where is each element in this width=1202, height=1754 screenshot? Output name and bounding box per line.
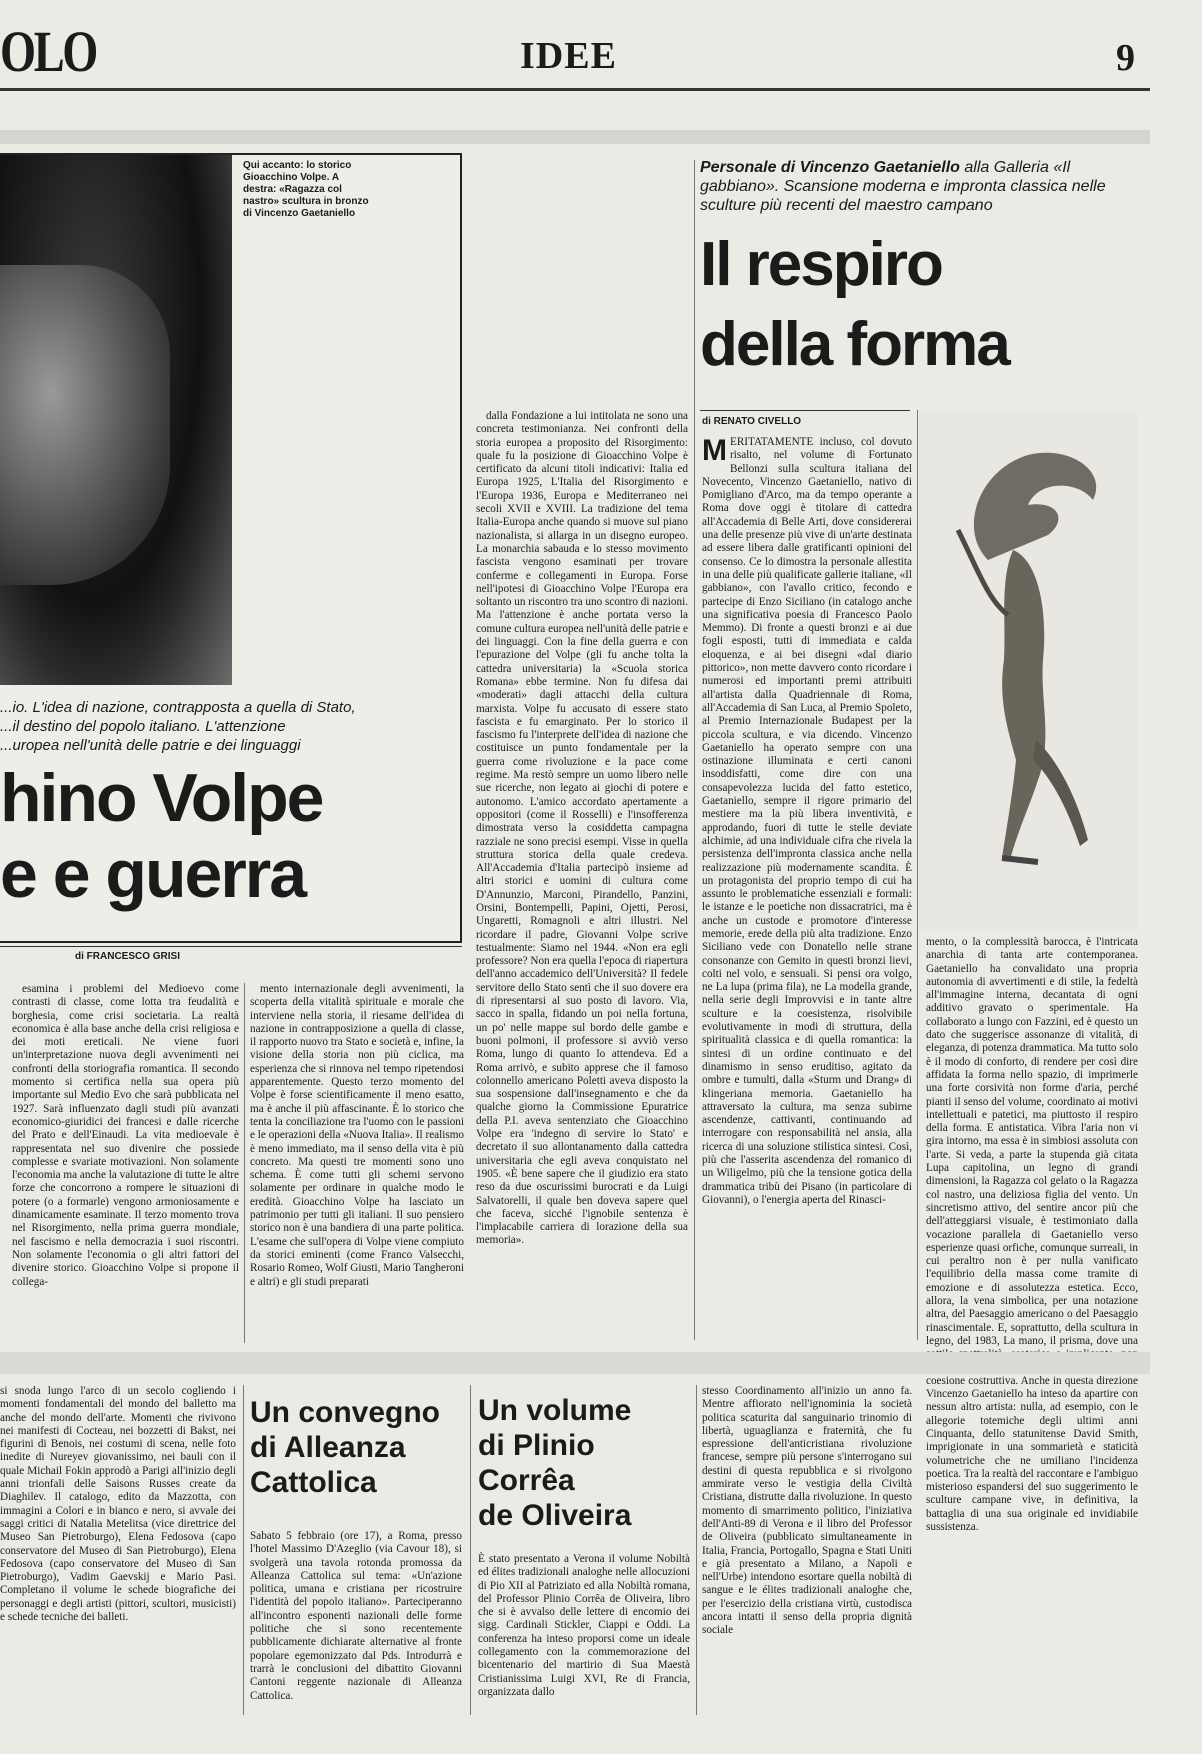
right-kicker (700, 158, 1140, 215)
volume-headline: Un volume di Plinio Corrêa de Oliveira (478, 1394, 632, 1532)
dek-line: ...il destino del popolo italiano. L'attenzione (0, 718, 286, 735)
right-headline (700, 225, 1140, 385)
convegno-text: Sabato 5 febbraio (ore 17), a Roma, presso l'hotel Massimo D'Azeglio (via Cavour 18), si svolgerà una tavola rotonda promossa da Alleanza Cattolica sul tema: «Un'azione politica, umana e cristiana per ricostruire l'identità del popolo italiano». Parteciperanno all'incontro esponenti nazionali delle forme politiche che si sono recentemente pubblicamente dichiarate alternative al fronte popolare egemonizzato dal Pds. Introdurrà e trarrà le conclusioni del dibattito Giovanni Cantoni reggente nazionale di Alleanza Cattolica. (250, 1530, 462, 1702)
headline-line: della forma (700, 310, 1009, 379)
left-column-1: esamina i problemi del Medioevo come contrasti di classe, come lotta tra feudalità e borghesia, come crisi societaria. La realtà economica è alla base anche della crisi religiosa e dei moti ereticali. Ne viene fuori un'interpretazione nuova degli avvenimenti nei confronti della storiografia romantica. Il secondo momento si certifica nella sua opera più importante sul Medio Evo che sarà pubblicata nel 1927. Sarà influenzato dagli studi più avanzati economico-giuridici dei francesi e dalle ricerche del Prato e dell'Einaudi. La vita medioevale è rappresentata nel suo divenire che possiede complesse e svariate motivazioni. Non solamente l'economia ma anche la valutazione di tutte le altre forze che concorrono a rompere le situazioni di potere (o a formarle) vengono armoniosamente e dinamicamente esaminate. Il terzo momento trova nel Risorgimento, nella prima guerra mondiale, nel fascismo e nella democrazia i suoi riscontri. Non solamente l'economia o gli altri fattori del divenire storico. Gioacchino Volpe si propone il collega- (12, 983, 239, 1288)
drop-cap: M (702, 434, 727, 467)
left-byline: di FRANCESCO GRISI (75, 951, 181, 962)
dek-line: ...uropea nell'unità delle patrie e dei linguaggi (0, 737, 301, 754)
bottom-left-fragment: si snoda lungo l'arco di un secolo cogliendo i momenti fondamentali del mondo del balletto ma anche del mondo dell'arte. Momenti che rivivono nei manifesti di Cocteau, nei bozzetti di Bakst, nei figurini di Benois, nei costumi di scena, nelle foto inedite di Nureyev giovanissimo, nei bauli con il quale Michail Fokin approdò a Parigi all'inizio degli anni trionfali delle Saisons Russes create da Diaghilev. Il catalogo, edito da Mazzotta, con immagini a Colori e in bianco e nero, si avvale dei saggi critici di Natalia Metelitsa (vice direttrice del Museo San Pietroburgo), Elena Fedosova (capo conservatore del Museo di San Pietroburgo), Elena Fedosova (capo conservatore del Museo di San Pietroburgo), Vadim Gaevskij e Mario Pasi. Completano il volume le schede biografiche dei personaggi e degli artisti (pittori, scultori, musicisti) e schede tecniche dei balleti. (0, 1385, 236, 1624)
right-column-1: MERITATAMENTE incluso, col dovuto risalto, nel volume di Fortunato Bellonzi sulla scultura italiana del Novecento, Vincenzo Gaetaniello, nativo di Pomigliano d'Arco, ma da tempo operante a Roma dove oggi è titolare di cattedra all'Accademia di Belle Arti, dove considererai una delle presenze più vive di un'arte destinata ad essere libera dalle gratificanti opinioni del consenso. Ce lo dimostra la personale allestita in una delle più qualificate gallerie italiane, «Il gabbiano», con l'avallo critico, fecondo e partecipe di Enzo Siciliano (in catalogo anche una significativa poesia di Francesco Paolo Memmo). Di fronte a questi bronzi e ai due fogli esposti, tutti di immediata e calda eloquenza, e ai bei disegni «dal diario pittorico», non mette davvero conto ricordare i numerosi ed importanti premi attribuiti all'artista dalla Quadriennale di Roma, all'Accademia di San Luca, al Premio Spoleto, al Premio Internazionale Budapest per la piccola scultura, e via dicendo. Vincenzo Gaetaniello ha operato sempre con una ostinazione illuminata e certi canoni insoddisfatti, come dire con una consapevolezza lucida del fatto estetico, Gaetaniello, sempre il rigore primario del mestiere ma la più libera inventività, e approdando, fuori di tutte le stelle deviate alchimie, ad una individuale cifra che rivela la persistenza dell'impronta classica anche nella realizzazione più modernamente scandita. È un protagonista del proprio tempo di cui ha assunto le problematiche essenziali e formali: le istanze e le poetiche non dissacratrici, ma è anche un custode e promotore d'interesse memorie, erede della più alta tradizione. Enzo Siciliano vede con Donatello nelle strane consonanze con Gemito in questi bronzi lievi, colti nel volo, e sensuali. Si pensi ora volgo, ne La lupa (prima fila), ne La modella grande, nella serie degli Improvvisi e in tante altre sculture e la coesistenza, risolvibile evolutivamente in modi di struttura, della spiritualità classica e di quella romantica: la sintesi di un ordine continuato e del dinamismo in senso eruditiso, agitato da ombre e tumulti, dalla «Sturm und Drang» di klingeriana memoria. Gaetaniello ha attraversato la cultura, ma senza subirne ascendenze, cattivanti, continuando ad interrogare con responsabilità nel ansia, alla ricerca di una soluzione stilistica sintesi. Così, più che l'asserita ascendenza del romanico di un Wiligelmo, più che la tensione gotica della drammatica tribù dei Pisano (in particolare di Giovanni), o l'energia aperta del Rinasci- (702, 434, 912, 1206)
headline-line: Il respiro (700, 230, 942, 299)
statue-photo (918, 410, 1138, 930)
right-column-2: mento, o la complessità barocca, è l'intricata anarchia di tanta arte contemporanea. Gaetaniello ha convalidato una propria autonomia di avvertimenti e di stile, la fedeltà all'immagine interna, decantata di ogni additivo gravato o sperimentale. Ha collaborato a lungo con Fazzini, ed è questo un dato che suggerisce assonanze di vitalità, di eleganza, di potenza drammatica. Ma tutto solo è il modo di conforto, di rendere per così dire affidata la forma nello spazio, di imprimerle una forte corsività non forme d'aria, perché pianti il senso del volume, coordinato ai motivi intellettuali e patetici, ma piuttosto il respiro della forma. E antistatica. Vibra l'aria non vi gira intorno, ma essa è in simbiosi assoluta con l'arte. Si veda, a parte la stupenda già citata Lupa capitolina, un legno di grandi dimensioni, la Ragazza col gelato o la Ragazza col nastro, una deliziosa figlia del vento. Un sincretismo attivo, del sentire ancor più che dell'atteggiarsi visuale, è testimoniato dalla vocazione parallela di Gaetaniello verso esperienze quasi orfiche, comunque surreali, in cui peraltro non è per nulla vanificato l'equilibrio della massa come tramite di emozione e di assolutezza estetica. Ecco, allora, la vena simbolica, per una notazione altra, del Paesaggio americano o del Paesaggio rinascimentale. E, soprattutto, della scultura in legno, del 1983, La mano, il prisma, dove una coesione costruttiva. Anche in questa direzione Vincenzo Gaetaniello ha inteso da apartire con nessun altro artista: nulla, ad esempio, con le allegorie totemiche degli ultimi anni Cinquanta, dello statunitense David Smith, imprigionate in una sommarietà e staticità volumetriche che ne umiliano l'incidenza poetica. Tra la realtà del raccontare e l'ambiguo misterioso espandersi del suo suggerimento le sculture campane vive, in definitiva, la battaglia di una sua originale ed invidiabile sussistenza. (926, 936, 1138, 1534)
column-rule (244, 983, 245, 1343)
headline-line: hino Volpe (0, 760, 323, 836)
header-rule (0, 88, 1150, 91)
header-band (0, 130, 1150, 144)
bronze-statue-figure (918, 410, 1138, 930)
section-title: IDEE (520, 35, 617, 77)
volume-text: È stato presentato a Verona il volume Nobiltà ed élites tradizionali analoghe nelle allocuzioni di Pio XII al Patriziato ed alla Nobiltà romana, del Professor Plinio Corrêa de Oliveira, libro che si è avvalso delle lettere di encomio dei sigg. Cardinali Stickler, Ciappi e Oddi. La conferenza ha inteso proporsi come un ideale collegamento con la commemorazione del bicentenario del martirio di Sua Maestà Cristianissima Luigi XVI, Re di Francia, organizzata dallo (478, 1553, 690, 1698)
byline-rule (0, 946, 462, 947)
kicker-rest: alla Galleria «Il gabbiano». Scansione moderna e impronta classica nelle sculture più recenti del maestro campano (700, 159, 1106, 214)
masthead-fragment: OLO (0, 19, 96, 84)
dek-line: ...io. L'idea di nazione, contrapposta a quella di Stato, (0, 699, 356, 716)
portrait-face (0, 265, 170, 585)
photo-caption: Qui accanto: lo storico Gioacchino Volpe. A destra: «Ragazza col nastro» scultura in bronzo di Vincenzo Gaetaniello (243, 160, 369, 219)
left-column-2: mento internazionale degli avvenimenti, la scoperta della vitalità spirituale e morale che interviene nella storia, il riesame dell'idea di nazione in contrapposizione a quella di classe, il rapporto nuovo tra Stato e società e, infine, la visione della storia non più ciclica, ma esperienza che si rinnova nel tempo ripetendosi apparentemente. Questo terzo momento del Volpe è forse scientificamente il meno esatto, ma è anche il più affascinante. È lo storico che tenta la conciliazione tra l'uomo con le passioni e le operazioni della «Nuova Italia». Il realismo è meno immediato, ma il senso della vita è più concreto. Ma questi tre momenti sono uno schema. È come tutti gli schemi servono solamente per ordinare in qualche modo le eredità. Gioacchino Volpe ha lasciato un patrimonio per tutti gli italiani. Il suo pensiero storico non è una bandiera di una parte politica. L'esame che sull'opera di Volpe viene compiuto da storici eminenti (come Franco Valsecchi, Rosario Romeo, Wolf Giusti, Mario Tangheroni e altri) e gli studi preparati (250, 983, 464, 1288)
page-number: 9 (1116, 37, 1135, 79)
right-byline: di RENATO CIVELLO (702, 416, 802, 427)
volume-text-continued: stesso Coordinamento all'inizio un anno fa. Mentre affiorato nell'ignominia la società politica scaturita dal sanguinario trinomio di libertà, uguaglianza e fraternità, che fu espressione dell'anticristiana rivoluzione francese, sempre più persone s'interrogano sui destini di questa repubblica e si rivolgono ammirate verso le vestigia della Civiltà Cristiana, distrutte dalla rivoluzione. In questo momento di smarrimento politico, l'iniziativa dell'Anti-89 di Verona e il libro del Professor de Oliveira (pubblicato simultaneamente in Italia, Francia, Portogallo, Spagna e Stati Uniti e già presentato a Milano, a Napoli e nell'Urbe) intendono esortare quella nobiltà di sangue e le élites tradizionali analoghe che, per l'esercizio della cristiana virtù, custodisca ancora intatti il senso della propria dignità sociale (702, 1385, 912, 1637)
section-band (0, 1352, 1150, 1374)
right-byline-rule (700, 410, 910, 411)
left-dek (0, 698, 450, 755)
column-rule (696, 1385, 697, 1715)
left-column-3: dalla Fondazione a lui intitolata ne sono una concreta testimonianza. Nei confronti della storia europea a proposito del Risorgimento: quale fu la posizione di Gioacchino Volpe è certificato da alcuni titoli indicativi: Italia ed Europa 1925, L'Italia del Risorgimento e l'Europa 1936, Europa e Mediterraneo nei secoli XVII e XVIII. La tradizione del tema Italia-Europa anche quando si muove sul piano nazionalista, si allarga in un disegno europeo. La monarchia sabauda e lo stesso movimento fascista vengono esaminati per trovare conferme e collegamenti in Europa. Forse nell'ipotesi di Gioacchino Volpe l'Europa era soltanto un riscontro tra uno scontro di nazioni. Ma l'attenzione è anche portata verso la comune cultura europea nell'unità delle patrie e dei linguaggi. Con la fine della guerra e con l'epurazione del Volpe (gli fu anche tolta la cattedra universitaria) la «Scuola storica Romana» ebbe termine. Non fu difesa dai «moderati» dagli attacchi della cultura marxista. Volpe fu accusato di essere stato fascista e fu emarginato. Per lo storico il fascismo fu l'interprete dell'idea di nazione che costituisce un punto fondamentale per la guerra come rivoluzione e la pace come regime. Ma restò sempre un uomo libero nelle sue ricerche, non legato ai giochi di potere e autonomo. L'amico accordato apertamente a oppositori (come il Rosselli) e l'insofferenza dimostrata verso la cosiddetta campagna razziale ne sono precisi esempi. Visse in quella struttura storica della quale credeva. All'Accademia d'Italia partecipò insieme ad altri storici e uomini di cultura come D'Annunzio, Marconi, Pirandello, Panzini, Orsini, Bontempelli, Papini, Ojetti, Perosi, Ungaretti, Romagnoli e altri illustri. Nel ricordare il padre, Giovanni Volpe scrive testualmente: Siamo nel 1944. «Non era egli professore? Non era quella l'epoca di riapertura dell'anno accademico dell'Università? Il fedele servitore dello Stato sentì che il suo dovere era di ripresentarsi al suo posto di lavoro. Via, sacco in spalla, fidando un poi nella fortuna, un po' nelle mappe sul bordo delle gambe e buoni polmoni, il professore si avviò verso Roma, lungo di quanto lo attendeva. Ed a Roma arrivò, e subito apprese che il famoso colonnello americano Poletti aveva disposto la sua sospensione dall'insegnamento e che da qualche giorno la Commissione Epuratrice della P.I. aveva sentenziato che Gioacchino Volpe era 'indegno di servire lo Stato' e decretato il suo allontanamento dalla cattedra universitaria che egli aveva conquistato nel 1905. «È bene sapere che il giudizio era stato reso da due oscurissimi burocrati e da Luigi Salvatorelli, il quale ben doveva sapere quel che faceva, sicché l'ignobile sentenza è l'implacabile carriera di lorazione della sua memoria». (476, 410, 688, 1247)
headline-line: e e guerra (0, 836, 306, 912)
column-rule (243, 1385, 244, 1715)
article-divider (694, 160, 695, 1340)
column-rule (470, 1385, 471, 1715)
left-headline (0, 760, 323, 912)
kicker-bold: Personale di Vincenzo Gaetaniello (700, 159, 960, 176)
convegno-headline: Un convegno di Alleanza Cattolica (250, 1396, 441, 1499)
